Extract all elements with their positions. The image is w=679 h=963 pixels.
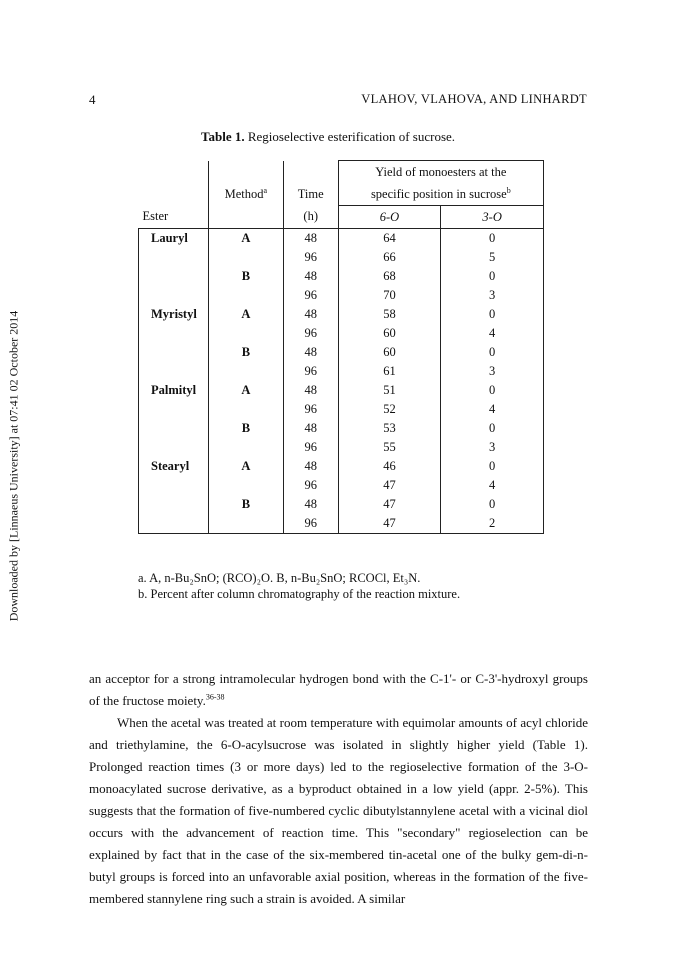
yield-3-cell: 0 — [441, 419, 544, 438]
yield-3-cell: 0 — [441, 495, 544, 514]
table-row — [139, 476, 544, 495]
method-cell: B — [208, 343, 283, 362]
yield-3-cell: 3 — [441, 286, 544, 305]
footnote-b: b. Percent after column chromatography of the reaction mixture. — [138, 587, 461, 601]
method-cell: B — [208, 267, 283, 286]
table-caption-label: Table 1. — [201, 129, 245, 144]
method-header-text: Method — [224, 186, 264, 201]
time-cell: 48 — [283, 305, 338, 324]
table-row — [139, 495, 544, 514]
method-cell: A — [208, 457, 283, 476]
ester-cell — [139, 476, 209, 495]
yield-6-cell: 52 — [338, 400, 441, 419]
table-row — [139, 362, 544, 381]
method-cell — [208, 476, 283, 495]
table-row — [139, 267, 544, 286]
yield-6-cell: 68 — [338, 267, 441, 286]
yield-3-cell: 4 — [441, 400, 544, 419]
table-row — [139, 286, 544, 305]
running-head: VLAHOV, VLAHOVA, AND LINHARDT — [361, 92, 587, 106]
table-row — [139, 229, 544, 249]
time-cell: 48 — [283, 419, 338, 438]
method-cell: A — [208, 229, 283, 249]
time-cell: 96 — [283, 476, 338, 495]
method-header — [208, 183, 283, 206]
yield-6-cell: 60 — [338, 343, 441, 362]
table-caption — [201, 129, 455, 145]
table-row — [139, 343, 544, 362]
time-cell: 96 — [283, 362, 338, 381]
table-row — [139, 400, 544, 419]
ester-cell — [139, 419, 209, 438]
ester-cell: Stearyl — [139, 457, 209, 476]
time-cell: 96 — [283, 286, 338, 305]
table-footnotes — [138, 570, 460, 602]
yield-3-cell: 0 — [441, 343, 544, 362]
yield-3-cell: 2 — [441, 514, 544, 534]
table-row — [139, 514, 544, 534]
paragraph-2: When the acetal was treated at room temperature with equimolar amounts of acyl chloride and triethylamine, the 6-O-acylsucrose was isolated in slightly higher yield (Table 1). Prolonged reaction times (3 or more days) led to the regioselective formation of the 3-O-monoacylated sucrose derivative, as a byproduct obtained in a low yield (appr. 2-5%). This suggests that the formation of five-numbered cyclic dibutylstannylene acetal with a vicinal diol occurs with the advancement of reaction time. This "secondary" regioselection can be explained by fact that in the case of the six-membered tin-acetal one of the bulky gem-di-n-butyl groups is forced into an unfavorable axial position, whereas in the formation of the five-membered stannylene ring such a strain is avoided. A similar — [89, 715, 588, 906]
table-row — [139, 438, 544, 457]
method-cell: B — [208, 495, 283, 514]
method-cell: A — [208, 381, 283, 400]
table-row — [139, 248, 544, 267]
ester-cell — [139, 324, 209, 343]
paragraph-1 — [89, 668, 588, 712]
yield-6-cell: 47 — [338, 495, 441, 514]
paragraph-1-text: an acceptor for a strong intramolecular hydrogen bond with the C-1'- or C-3'-hydroxyl groups of the fructose moiety. — [89, 671, 588, 708]
download-side-note — [0, 0, 28, 963]
esterification-table — [138, 160, 544, 534]
method-cell — [208, 400, 283, 419]
yield-6-cell: 58 — [338, 305, 441, 324]
yield-3-cell: 5 — [441, 248, 544, 267]
pos6-header-text: 6-O — [379, 209, 400, 224]
ester-header: Ester — [142, 209, 169, 224]
ester-cell — [139, 343, 209, 362]
method-cell — [208, 248, 283, 267]
time-unit-header: (h) — [283, 206, 338, 229]
method-cell — [208, 514, 283, 534]
time-cell: 96 — [283, 438, 338, 457]
method-cell — [208, 324, 283, 343]
yield-header-line1: Yield of monoesters at the — [338, 161, 543, 184]
method-header-sup: a — [263, 185, 268, 195]
ester-cell — [139, 286, 209, 305]
ester-cell — [139, 362, 209, 381]
table-caption-text: Regioselective esterification of sucrose. — [244, 129, 456, 144]
ester-cell: Myristyl — [139, 305, 209, 324]
yield-3-cell: 0 — [441, 381, 544, 400]
yield-3-cell: 3 — [441, 438, 544, 457]
method-cell: A — [208, 305, 283, 324]
time-cell: 96 — [283, 400, 338, 419]
yield-3-cell: 4 — [441, 324, 544, 343]
footnote-a: a. A, n-Bu₂SnO; (RCO)₂O. B, n-Bu₂SnO; RCOCl, Et₃N. — [138, 571, 421, 585]
method-cell — [208, 438, 283, 457]
yield-header-sup: b — [506, 185, 511, 195]
table-row — [139, 419, 544, 438]
method-cell — [208, 362, 283, 381]
time-cell: 96 — [283, 514, 338, 534]
table-row — [139, 324, 544, 343]
ester-cell — [139, 514, 209, 534]
body-text — [89, 668, 588, 910]
time-cell: 48 — [283, 229, 338, 249]
yield-6-cell: 61 — [338, 362, 441, 381]
ester-cell: Lauryl — [139, 229, 209, 249]
yield-3-cell: 3 — [441, 362, 544, 381]
yield-6-cell: 53 — [338, 419, 441, 438]
time-cell: 48 — [283, 267, 338, 286]
yield-6-cell: 55 — [338, 438, 441, 457]
yield-6-cell: 46 — [338, 457, 441, 476]
yield-3-cell: 0 — [441, 267, 544, 286]
pos3-header-text: 3-O — [482, 209, 502, 224]
ester-cell — [139, 438, 209, 457]
method-cell — [208, 286, 283, 305]
table-body — [139, 229, 544, 534]
yield-6-cell: 60 — [338, 324, 441, 343]
yield-3-cell: 0 — [441, 229, 544, 249]
yield-3-cell: 0 — [441, 305, 544, 324]
table-row — [139, 305, 544, 324]
yield-6-cell: 66 — [338, 248, 441, 267]
yield-header-line2 — [338, 183, 543, 206]
yield-6-cell: 70 — [338, 286, 441, 305]
yield-6-cell: 47 — [338, 476, 441, 495]
yield-header-line2-text: specific position in sucrose — [370, 186, 507, 201]
yield-6-cell: 64 — [338, 229, 441, 249]
yield-6-cell: 51 — [338, 381, 441, 400]
time-cell: 48 — [283, 457, 338, 476]
yield-3-cell: 0 — [441, 457, 544, 476]
time-header: Time — [283, 183, 338, 206]
time-cell: 96 — [283, 248, 338, 267]
pos6-header — [338, 206, 441, 229]
ester-cell — [139, 267, 209, 286]
method-cell: B — [208, 419, 283, 438]
table-row — [139, 381, 544, 400]
ester-cell — [139, 495, 209, 514]
time-cell: 48 — [283, 381, 338, 400]
table-row — [139, 457, 544, 476]
yield-3-cell: 4 — [441, 476, 544, 495]
yield-6-cell: 47 — [338, 514, 441, 534]
pos3-header — [441, 206, 544, 229]
paragraph-1-ref: 36-38 — [205, 692, 225, 702]
download-side-note-text: Downloaded by [Linnaeus University] at 07:41 02 October 2014 — [6, 310, 21, 622]
ester-cell — [139, 400, 209, 419]
time-cell: 96 — [283, 324, 338, 343]
time-cell: 48 — [283, 495, 338, 514]
time-cell: 48 — [283, 343, 338, 362]
page-number: 4 — [89, 92, 96, 107]
ester-cell — [139, 248, 209, 267]
ester-cell: Palmityl — [139, 381, 209, 400]
